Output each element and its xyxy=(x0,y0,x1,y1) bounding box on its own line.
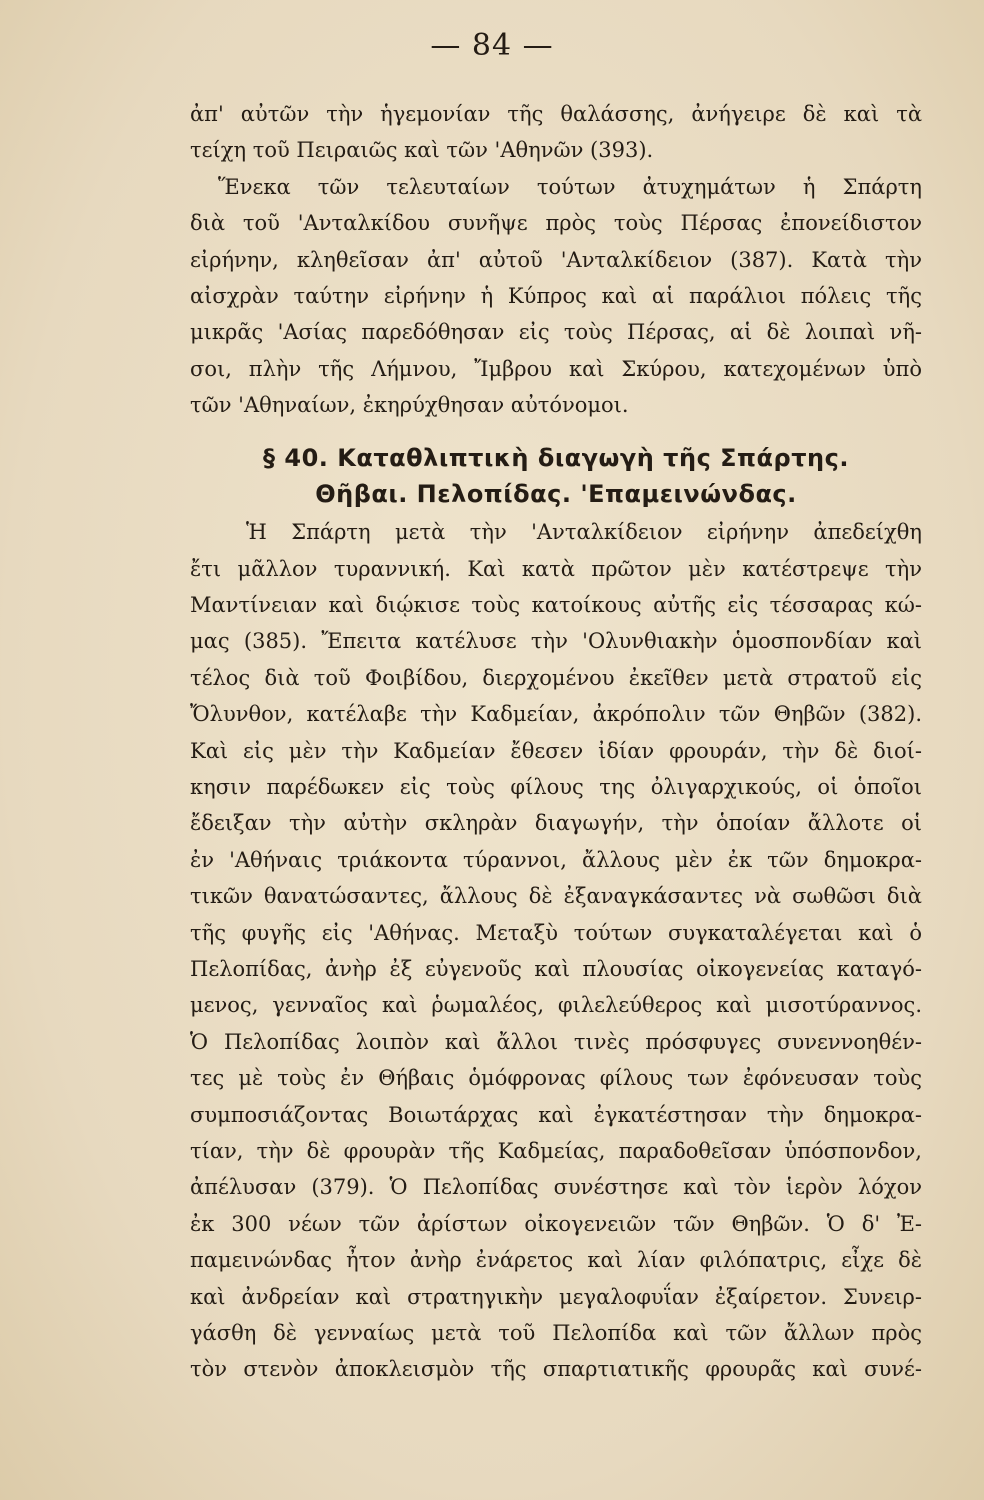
paragraph-2 xyxy=(190,514,922,1387)
text-line: κησιν παρέδωκεν εἰς τοὺς φίλους της ὀλιγαρχικούς, οἱ ὁποῖοι xyxy=(190,775,922,800)
text-line: τῶν 'Αθηναίων, ἐκηρύχθησαν αὐτόνομοι. xyxy=(190,393,629,418)
text-line: ἐκ 300 νέων τῶν ἀρίστων οἰκογενειῶν τῶν Θηβῶν. Ὁ δ' Ἐ- xyxy=(190,1211,922,1236)
text-line: συμποσιάζοντας Βοιωτάρχας καὶ ἐγκατέστησαν τὴν δημοκρα- xyxy=(190,1102,922,1127)
body-text xyxy=(190,96,922,1388)
text-line: ἀπ' αὐτῶν τὴν ἡγεμονίαν τῆς θαλάσσης, ἀνήγειρε δὲ καὶ τὰ xyxy=(190,102,922,126)
text-line: Ὄλυνθον, κατέλαβε τὴν Καδμείαν, ἀκρόπολιν τῶν Θηβῶν (382). xyxy=(190,702,922,727)
page-number: — 84 — xyxy=(430,28,554,63)
text-line: μικρᾶς 'Ασίας παρεδόθησαν εἰς τοὺς Πέρσας, αἱ δὲ λοιπαὶ νῆ- xyxy=(190,320,922,345)
text-line: καὶ ἀνδρείαν καὶ στρατηγικὴν μεγαλοφυΐαν ἐξαίρετον. Συνειρ- xyxy=(190,1284,922,1309)
text-line: ἀπέλυσαν (379). Ὁ Πελοπίδας συνέστησε καὶ τὸν ἱερὸν λόχον xyxy=(190,1175,922,1200)
text-line: τὸν στενὸν ἀποκλεισμὸν τῆς σπαρτιατικῆς φρουρᾶς καὶ συνέ- xyxy=(190,1357,922,1382)
section-subheading: Θῆβαι. Πελοπίδας. 'Επαμεινώνδας. xyxy=(315,479,797,508)
text-line: τικῶν θανατώσαντες, ἄλλους δὲ ἐξαναγκάσαντες νὰ σωθῶσι διὰ xyxy=(190,884,922,909)
text-line: Πελοπίδας, ἀνὴρ ἐξ εὐγενοῦς καὶ πλουσίας οἰκογενείας καταγό- xyxy=(190,956,922,981)
text-line: τῆς φυγῆς εἰς 'Αθήνας. Μεταξὺ τούτων συγκαταλέγεται καὶ ὁ xyxy=(190,920,922,945)
text-line: ἔτι μᾶλλον τυραννική. Καὶ κατὰ πρῶτον μὲν κατέστρεψε τὴν xyxy=(190,556,922,581)
text-line: Ἡ Σπάρτη μετὰ τὴν 'Ανταλκίδειον εἰρήνην ἀπεδείχθη xyxy=(246,520,922,545)
text-line: Καὶ εἰς μὲν τὴν Καδμείαν ἔθεσεν ἰδίαν φρουράν, τὴν δὲ διοί- xyxy=(190,738,922,763)
paragraph-1 xyxy=(190,96,922,424)
text-line: ἐν 'Αθήναις τριάκοντα τύραννοι, ἄλλους μὲν ἐκ τῶν δημοκρα- xyxy=(190,847,922,872)
text-line: μενος, γενναῖος καὶ ῥωμαλέος, φιλελεύθερος καὶ μισοτύραννος. xyxy=(190,993,922,1018)
text-line: διὰ τοῦ 'Ανταλκίδου συνῆψε πρὸς τοὺς Πέρσας ἐπονείδιστον xyxy=(190,211,922,236)
text-line: τείχη τοῦ Πειραιῶς καὶ τῶν 'Αθηνῶν (393). xyxy=(190,138,654,163)
text-line: γάσθη δὲ γενναίως μετὰ τοῦ Πελοπίδα καὶ τῶν ἄλλων πρὸς xyxy=(190,1320,922,1345)
text-line: Μαντίνειαν καὶ διῴκισε τοὺς κατοίκους αὐτῆς εἰς τέσσαρας κώ- xyxy=(190,593,922,618)
text-line: ἔδειξαν τὴν αὐτὴν σκληρὰν διαγωγήν, τὴν ὁποίαν ἄλλοτε οἱ xyxy=(190,811,922,836)
text-line: τίαν, τὴν δὲ φρουρὰν τῆς Καδμείας, παραδοθεῖσαν ὑπόσπονδον, xyxy=(190,1138,922,1163)
section-heading: § 40. Καταθλιπτικὴ διαγωγὴ τῆς Σπάρτης. xyxy=(263,443,849,472)
text-line: αἰσχρὰν ταύτην εἰρήνην ἡ Κύπρος καὶ αἱ παράλιοι πόλεις τῆς xyxy=(190,283,922,308)
text-line: τέλος διὰ τοῦ Φοιβίδου, διερχομένου ἐκεῖθεν μετὰ στρατοῦ εἰς xyxy=(190,665,922,690)
text-line: Ὁ Πελοπίδας λοιπὸν καὶ ἄλλοι τινὲς πρόσφυγες συνεννοηθέν- xyxy=(190,1029,922,1054)
text-line: Ἕνεκα τῶν τελευταίων τούτων ἀτυχημάτων ἡ Σπάρτη xyxy=(218,174,922,199)
text-line: σοι, πλὴν τῆς Λήμνου, Ἴμβρου καὶ Σκύρου, κατεχομένων ὑπὸ xyxy=(190,356,922,381)
text-line: τες μὲ τοὺς ἐν Θήβαις ὁμόφρονας φίλους των ἐφόνευσαν τοὺς xyxy=(190,1066,922,1091)
text-line: εἰρήνην, κληθεῖσαν ἀπ' αὐτοῦ 'Ανταλκίδειον (387). Κατὰ τὴν xyxy=(190,247,922,272)
text-line: παμεινώνδας ἦτον ἀνὴρ ἐνάρετος καὶ λίαν φιλόπατρις, εἶχε δὲ xyxy=(190,1248,922,1273)
text-line: μας (385). Ἔπειτα κατέλυσε τὴν 'Ολυνθιακὴν ὁμοσπονδίαν καὶ xyxy=(190,629,922,654)
